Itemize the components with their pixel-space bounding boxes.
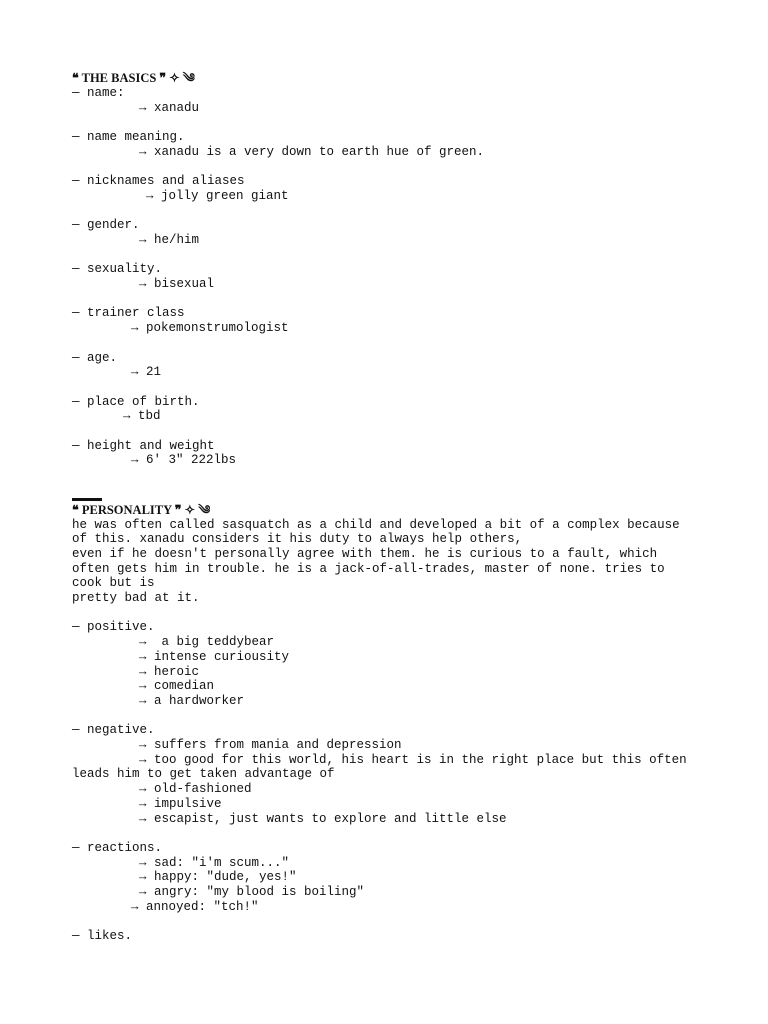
negative-label: — negative. [72,723,155,738]
negative-item: → suffers from mania and depression [139,738,402,753]
age-label: — age. [72,350,118,365]
negative-item-continuation: leads him to get taken advantage of [72,767,335,782]
name-meaning-value: → xanadu is a very down to earth hue of green. [139,144,485,159]
reaction-item: → sad: "i'm scum..." [139,855,290,870]
personality-paragraph-line: of this. xanadu considers it his duty to always help others, [72,532,523,547]
positive-item: → a hardworker [139,693,245,708]
spacer [72,468,702,483]
nicknames-label: — nicknames and aliases [72,174,245,189]
nicknames-value: → jolly green giant [146,188,289,203]
height-weight-value: → 6' 3" 222lbs [131,453,237,468]
spacer [72,709,702,724]
name-meaning-label: — name meaning. [72,130,185,145]
personality-paragraph-line: often gets him in trouble. he is a jack-of-all-trades, master of none. tries to [72,561,665,576]
spacer [72,115,702,130]
section-divider [72,498,102,501]
personality-paragraph-line: even if he doesn't personally agree with them. he is curious to a fault, which [72,546,658,561]
basics-heading: ❝ THE BASICS ❞ ✧ ༄ [72,71,195,85]
document-page [72,70,702,944]
negative-item: → too good for this world, his heart is in the right place but this often [139,752,687,767]
gender-value: → he/him [139,232,200,247]
trainer-class-value: → pokemonstrumologist [131,321,289,336]
age-value: → 21 [131,365,162,380]
reactions-label: — reactions. [72,840,163,855]
reaction-item: → happy: "dude, yes!" [139,870,297,885]
positive-item: → intense curiousity [139,649,290,664]
personality-heading: ❝ PERSONALITY ❞ ✧ ༄ [72,502,211,517]
positive-item: → comedian [139,679,215,694]
gender-label: — gender. [72,218,140,233]
sexuality-value: → bisexual [139,277,215,292]
name-label: — name: [72,86,125,100]
positive-item: → heroic [139,664,200,679]
spacer [72,160,702,175]
name-value: → xanadu [139,100,200,115]
spacer [72,606,702,621]
spacer [72,483,702,498]
personality-paragraph-line: he was often called sasquatch as a child and developed a bit of a complex because [72,517,680,532]
positive-label: — positive. [72,620,155,635]
negative-item: → old-fashioned [139,782,252,797]
spacer [72,292,702,307]
place-of-birth-label: — place of birth. [72,394,200,409]
negative-item: → impulsive [139,796,222,811]
negative-item: → escapist, just wants to explore and little else [139,811,507,826]
reaction-item: → angry: "my blood is boiling" [139,885,365,900]
personality-paragraph-line: cook but is [72,576,155,591]
spacer [72,424,702,439]
personality-paragraph-line: pretty bad at it. [72,591,200,606]
spacer [72,826,702,841]
sexuality-label: — sexuality. [72,262,163,277]
height-weight-label: — height and weight [72,438,215,453]
spacer [72,336,702,351]
spacer [72,204,702,219]
spacer [72,248,702,263]
place-of-birth-value: → tbd [123,409,161,424]
reaction-item: → annoyed: "tch!" [131,899,259,914]
positive-item: → a big teddybear [139,635,275,650]
spacer [72,380,702,395]
spacer [72,914,702,929]
trainer-class-label: — trainer class [72,306,185,321]
likes-label: — likes. [72,929,133,944]
